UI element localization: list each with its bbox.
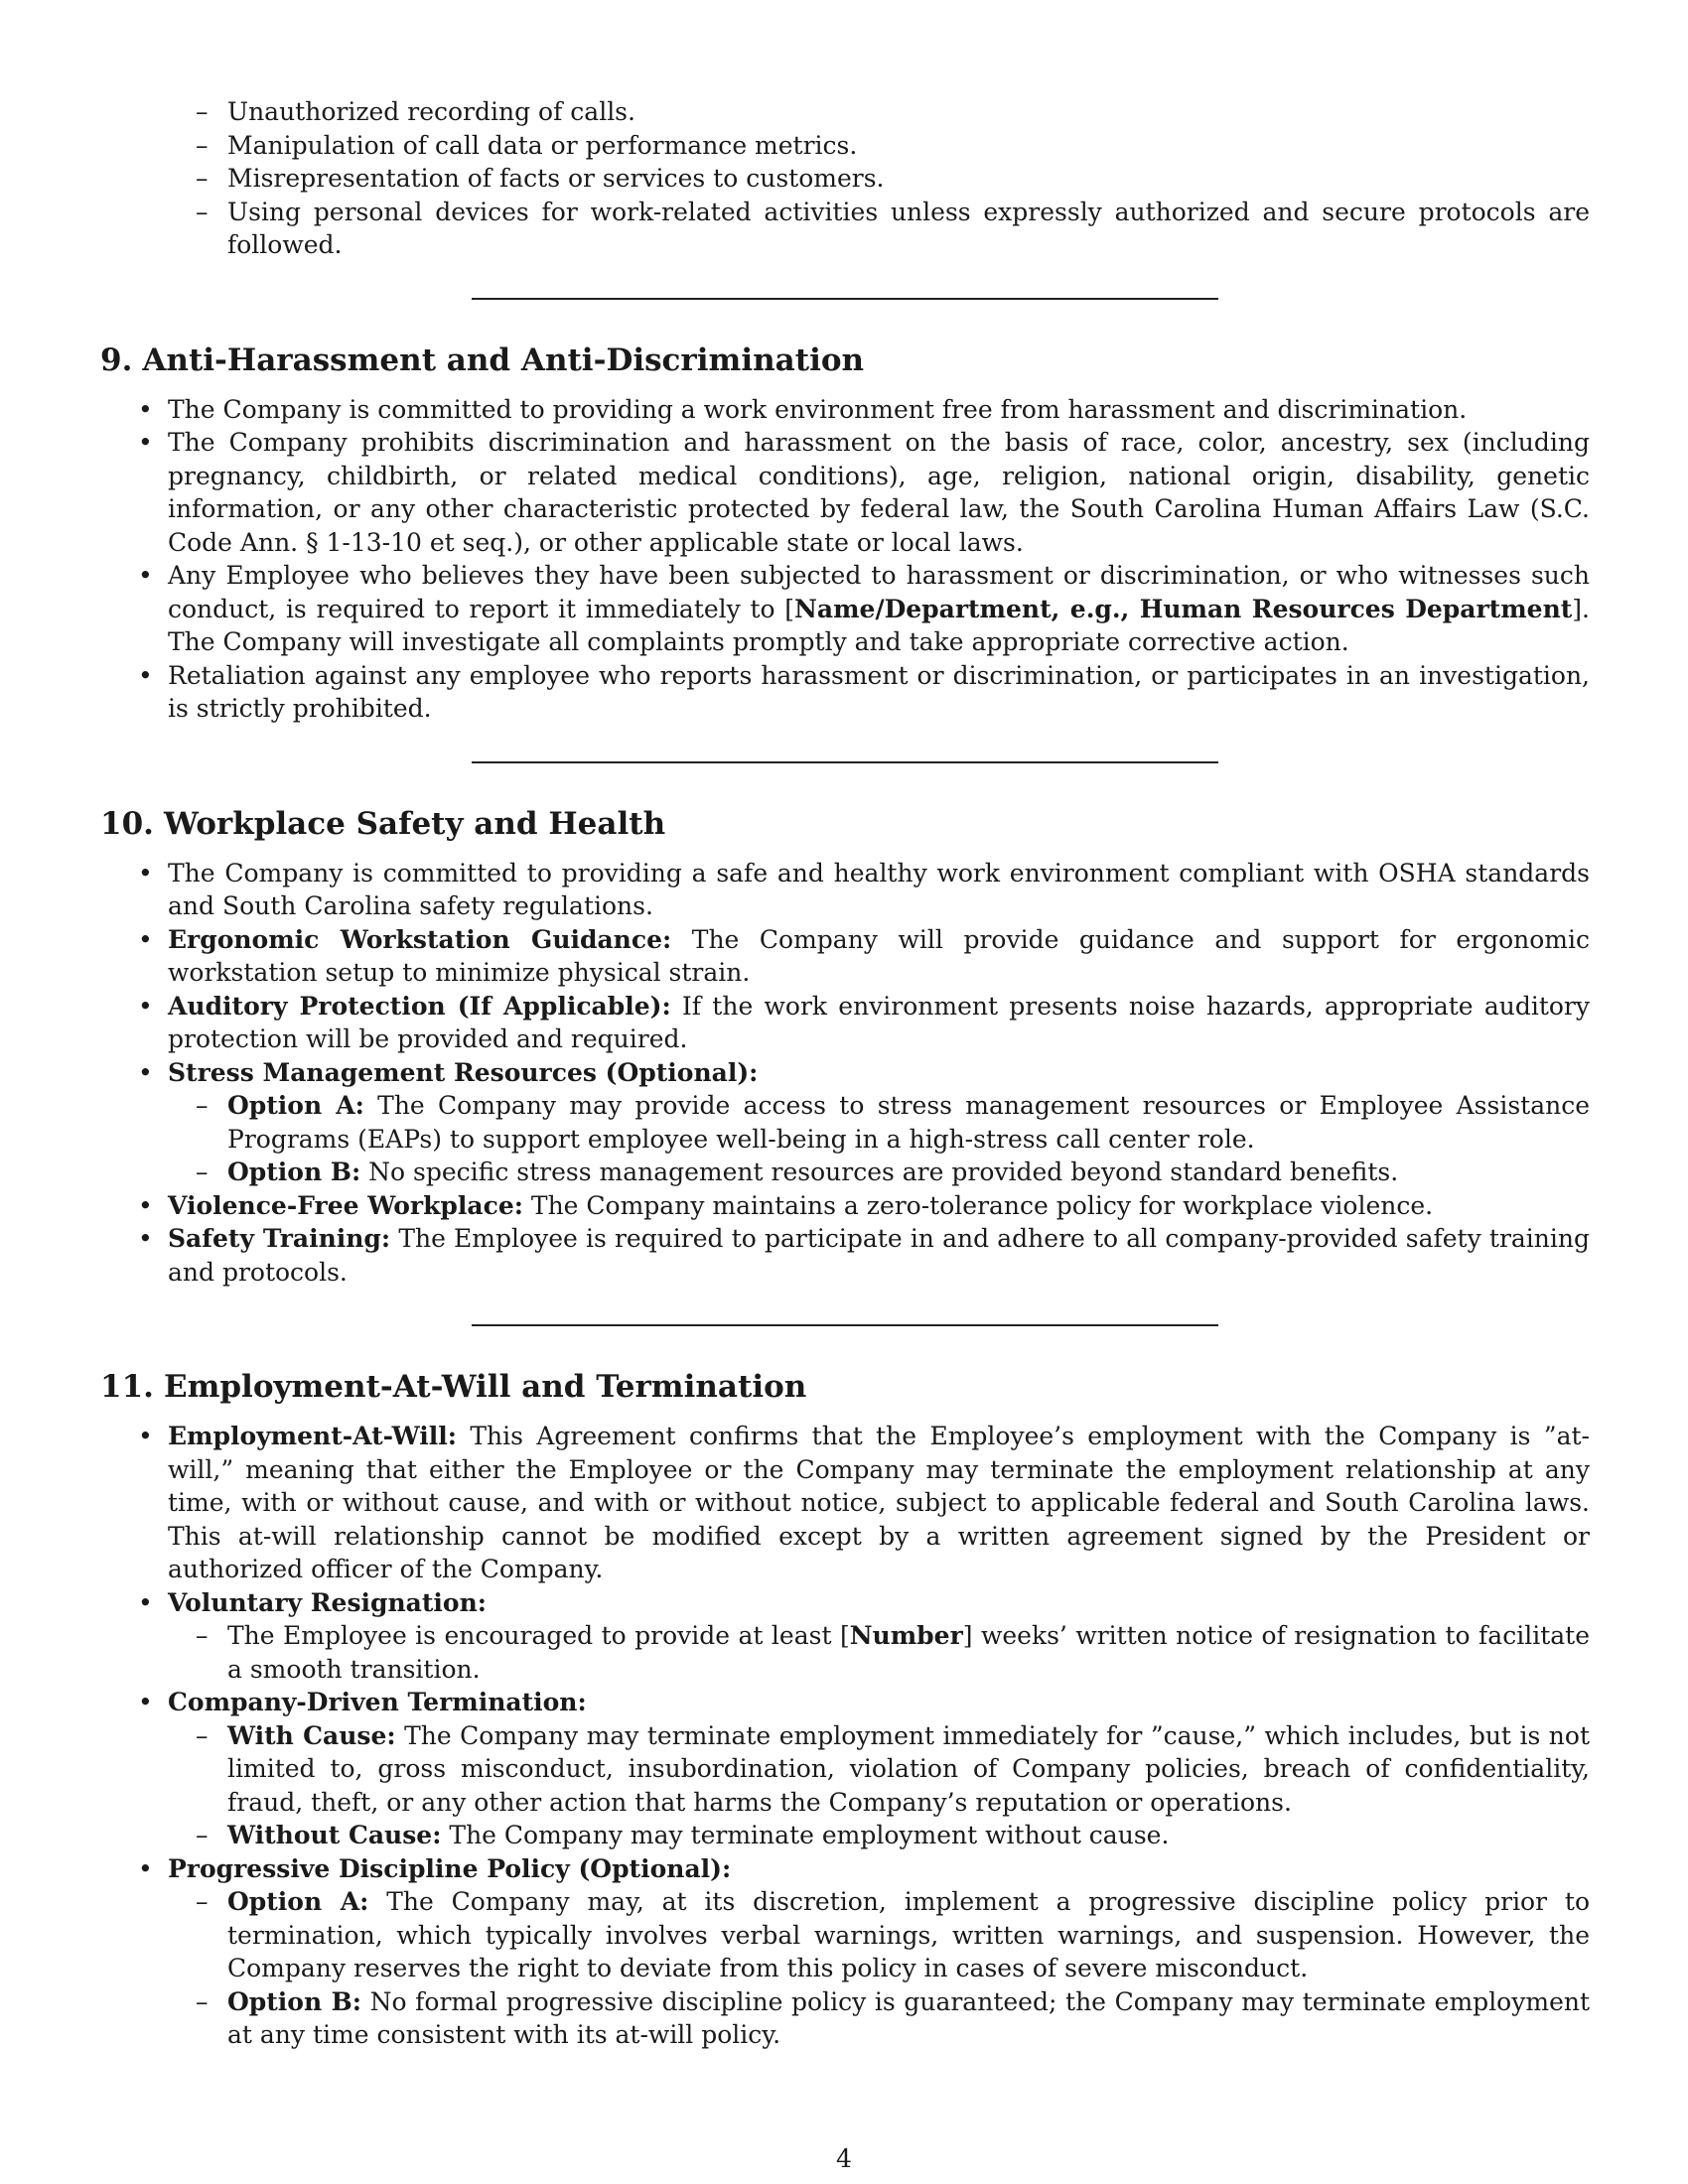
list-item xyxy=(100,1420,1590,1586)
list-item: • The Company prohibits discrimination and harassment on the basis of race, color, ancestry, sex (including pregnancy, childbirth, or related medical conditions), age, religion, national origin, disability, genetic information, or any other characteristic protected by federal law, the South Carolina Human Affairs Law (S.C. Code Ann. § 1-13-10 et seq.), or other applicable state or local laws. xyxy=(100,426,1590,559)
list-item: – Misrepresentation of facts or services to customers. xyxy=(100,162,1590,196)
list-item xyxy=(100,923,1590,990)
text: ] weeks’ written notice of resignation to facilitate a smooth transition. xyxy=(227,1621,1590,1684)
item-text: The Company will provide guidance and support for ergonomic workstation setup to minimize physical strain. xyxy=(168,924,1590,987)
sub-list-item xyxy=(100,1985,1590,2052)
prohibited-conduct-list xyxy=(100,95,1590,262)
item-text: No formal progressive discipline policy is guaranteed; the Company may terminate employment at any time consistent with its at-will policy. xyxy=(227,1986,1591,2049)
item-label: Option A: xyxy=(227,1887,369,1916)
item-text: The Company may, at its discretion, implement a progressive discipline policy prior to termination, which typically involves verbal warnings, written warnings, and suspension. However, the Company reserves the right to deviate from this policy in cases of severe misconduct. xyxy=(227,1887,1590,1982)
list-item: – Unauthorized recording of calls. xyxy=(100,95,1590,129)
item-text: The Company may terminate employment immediately for ”cause,” which includes, but is not limited to, gross misconduct, insubordination, violation of Company policies, breach of confidentiality, fraud, theft, or any other action that harms the Company’s reputation or operations. xyxy=(227,1720,1590,1817)
section-9-list xyxy=(100,393,1590,726)
item-label: With Cause: xyxy=(227,1720,396,1750)
section-number: 9. xyxy=(100,341,133,378)
section-number: 11. xyxy=(100,1369,154,1405)
item-label: Voluntary Resignation: xyxy=(168,1587,488,1617)
item-label: Stress Management Resources (Optional): xyxy=(168,1057,759,1087)
item-label: Auditory Protection (If Applicable): xyxy=(168,991,671,1021)
text: ]. The Company will investigate all complaints promptly and take appropriate corrective action. xyxy=(168,594,1590,656)
list-item xyxy=(100,1189,1590,1223)
text: Any Employee who believes they have been subjected to harassment or discrimination, or who witnesses such conduct, is required to report it immediately to [ xyxy=(168,561,1590,623)
sub-list-item xyxy=(100,1619,1590,1686)
item-text: The Company may provide access to stress management resources or Employee Assistance Programs (EAPs) to support employee well-being in a high-stress call center role. xyxy=(227,1091,1590,1154)
item-label: Progressive Discipline Policy (Optional): xyxy=(168,1853,732,1883)
list-item: • The Company is committed to providing a work environment free from harassment and discrimination. xyxy=(100,393,1590,427)
placeholder-text: Number xyxy=(849,1621,963,1650)
document-page xyxy=(100,95,1590,2052)
sub-list-item xyxy=(100,1819,1590,1852)
sub-list-item xyxy=(100,1156,1590,1189)
section-title: Anti-Harassment and Anti-Discrimination xyxy=(142,341,865,378)
list-item: – Manipulation of call data or performance metrics. xyxy=(100,129,1590,163)
list-item xyxy=(100,1222,1590,1289)
item-text: If the work environment presents noise hazards, appropriate auditory protection will be provided and required. xyxy=(168,991,1590,1053)
section-10-heading xyxy=(100,805,1590,843)
item-label: Company-Driven Termination: xyxy=(168,1688,587,1716)
section-divider xyxy=(472,1324,1218,1326)
section-11-heading xyxy=(100,1368,1590,1406)
item-label: Option B: xyxy=(227,1986,361,2016)
section-10-list xyxy=(100,857,1590,1290)
item-label: Employment-At-Will: xyxy=(168,1422,458,1450)
list-item xyxy=(100,990,1590,1056)
text: The Employee is encouraged to provide at least [ xyxy=(227,1621,850,1650)
list-item: • Retaliation against any employee who reports harassment or discrimination, or participates in an investigation, is strictly prohibited. xyxy=(100,659,1590,726)
item-label: Option A: xyxy=(227,1091,364,1120)
item-label: Safety Training: xyxy=(168,1224,391,1253)
item-text: No specific stress management resources are provided beyond standard benefits. xyxy=(360,1158,1399,1186)
list-item xyxy=(100,1852,1590,1886)
item-text: The Company may terminate employment without cause. xyxy=(441,1821,1170,1849)
item-label: Violence-Free Workplace: xyxy=(168,1190,523,1220)
placeholder-text: Name/Department, e.g., Human Resources Department xyxy=(794,594,1573,623)
list-item: • The Company is committed to providing a safe and healthy work environment compliant with OSHA standards and South Carolina safety regulations. xyxy=(100,857,1590,923)
item-text: The Employee is required to participate in and adhere to all company-provided safety training and protocols. xyxy=(168,1224,1590,1287)
sub-list-item xyxy=(100,1719,1590,1820)
list-item xyxy=(100,1586,1590,1620)
page-number: 4 xyxy=(836,2144,852,2173)
item-label: Without Cause: xyxy=(227,1821,442,1849)
list-item: – Using personal devices for work-related activities unless expressly authorized and secure protocols are followed. xyxy=(100,196,1590,262)
section-divider xyxy=(472,761,1218,763)
item-label: Option B: xyxy=(227,1158,361,1186)
list-item xyxy=(100,559,1590,659)
item-text: The Company maintains a zero-tolerance policy for workplace violence. xyxy=(522,1190,1434,1220)
list-item xyxy=(100,1056,1590,1090)
section-divider xyxy=(472,298,1218,300)
section-11-list xyxy=(100,1420,1590,2052)
sub-list-item xyxy=(100,1089,1590,1156)
sub-list-item xyxy=(100,1885,1590,1985)
list-item xyxy=(100,1686,1590,1719)
section-9-heading xyxy=(100,341,1590,379)
item-text: This Agreement confirms that the Employee’s employment with the Company is ”at-will,” meaning that either the Employee or the Company may terminate the employment relationship at any time, with or without cause, and with or without notice, subject to applicable federal and South Carolina laws. This at-will relationship cannot be modified except by a written agreement signed by the President or authorized officer of the Company. xyxy=(168,1422,1590,1583)
section-number: 10. xyxy=(100,805,154,842)
item-label: Ergonomic Workstation Guidance: xyxy=(168,924,672,954)
section-title: Workplace Safety and Health xyxy=(163,805,666,842)
section-title: Employment-At-Will and Termination xyxy=(163,1369,807,1405)
